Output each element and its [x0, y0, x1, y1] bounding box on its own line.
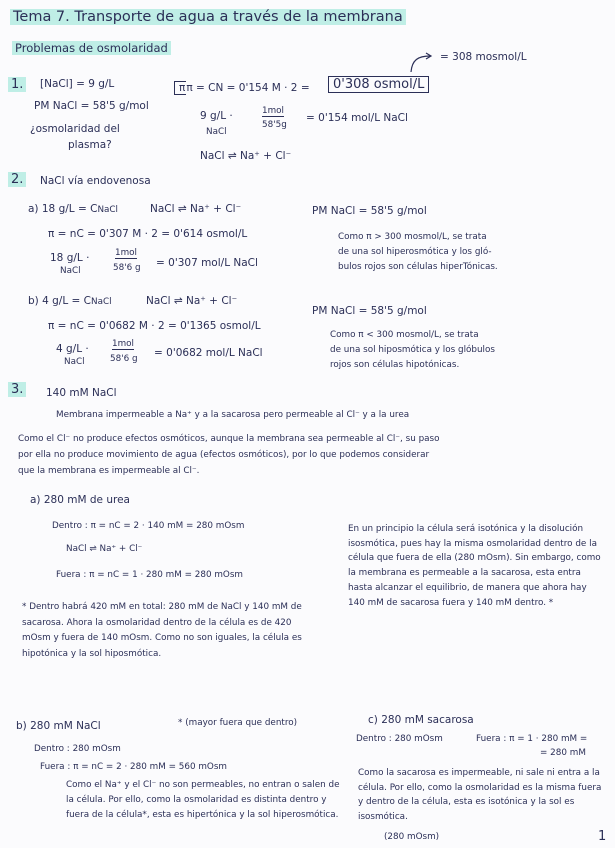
p2a-frac-den: 58'6 g — [113, 263, 141, 273]
p2b-dissociation: NaCl ⇌ Na⁺ + Cl⁻ — [146, 295, 238, 307]
p3a-dentro: Dentro : π = nC = 2 · 140 mM = 280 mOsm — [52, 521, 245, 531]
p1-calc-a: 9 g/L · — [200, 110, 233, 122]
p3a-fuera: Fuera : π = nC = 1 · 280 mM = 280 mOsm — [56, 570, 243, 580]
p3c-fuera: Fuera : π = 1 · 280 mM = — [476, 734, 588, 744]
p3-intro-1: Membrana impermeable a Na⁺ y a la sacarosa pero permeable al Cl⁻ y a la urea — [56, 410, 410, 420]
p1-calc-frac-num: 1mol — [262, 106, 284, 116]
p3a-explanation: En un principio la célula será isotónica y la disolución isosmótica, pues hay la misma osmolaridad dentro de la célula que fuera de ella (280 mOsm). Sin embargo, como la membrana es permeable a la sacarosa, esta entra hasta alcanzar el equilibrio, de manera que ahora hay 140 mM de sacarosa fuera y 140 mM dentro. * — [348, 524, 601, 608]
p2a-pm: PM NaCl = 58'5 g/mol — [312, 205, 427, 217]
p1-question-1: ¿osmolaridad del — [30, 123, 120, 135]
p2b-note-3: rojos son células hipotónicas. — [330, 360, 460, 370]
p1-formula: ππ = CN = 0'154 M · 2 = — [174, 82, 310, 95]
p3c-fuera-result: = 280 mM — [540, 748, 586, 758]
p2a-note-1: Como π > 300 mosmol/L, se trata — [338, 232, 487, 242]
p1-dissociation: NaCl ⇌ Na⁺ + Cl⁻ — [200, 150, 292, 162]
p1-calc-under: NaCl — [206, 127, 227, 137]
p2b-calc-b: = 0'0682 mol/L NaCl — [154, 347, 263, 359]
p3b-header: b) 280 mM NaCl — [16, 720, 101, 732]
p2b-note-1: Como π < 300 mosmol/L, se trata — [330, 330, 479, 340]
p3a-header: a) 280 mM de urea — [30, 494, 130, 506]
p3c-dentro: Dentro : 280 mOsm — [356, 734, 443, 744]
problem-2-number: 2. — [8, 173, 26, 186]
p2a-calc-under: NaCl — [60, 266, 81, 276]
page-title: Tema 7. Transporte de agua a través de la membrana — [10, 8, 406, 26]
p3-header: 140 mM NaCl — [46, 387, 117, 399]
p3-intro-2: Como el Cl⁻ no produce efectos osmóticos, aunque la membrana sea permeable al Cl⁻, su paso — [18, 434, 440, 444]
page-subtitle: Problemas de osmolaridad — [12, 42, 171, 55]
p3c-osmolarity: (280 mOsm) — [384, 832, 440, 842]
p2b-label: b) 4 g/L = CNaCl — [28, 295, 112, 307]
top-note: = 308 mosmol/L — [440, 51, 527, 63]
p2b-calc-a: 4 g/L · — [56, 343, 89, 355]
p3b-fuera: Fuera : π = nC = 2 · 280 mM = 560 mOsm — [40, 762, 227, 772]
p2b-pi: π = nC = 0'0682 M · 2 = 0'1365 osmol/L — [48, 320, 261, 332]
p3-intro-4: que la membrana es impermeable al Cl⁻. — [18, 466, 200, 476]
problem-3-number: 3. — [8, 383, 26, 396]
p2a-calc-a: 18 g/L · — [50, 252, 90, 264]
p3b-dentro: Dentro : 280 mOsm — [34, 744, 121, 754]
p2b-frac-den: 58'6 g — [110, 354, 138, 364]
page-number: 1 — [598, 829, 607, 844]
p2-header: NaCl vía endovenosa — [40, 175, 151, 187]
p2a-calc-b: = 0'307 mol/L NaCl — [156, 257, 258, 269]
p3a-dissociation: NaCl ⇌ Na⁺ + Cl⁻ — [66, 544, 143, 554]
problem-1-number: 1. — [8, 78, 26, 91]
p3c-header: c) 280 mM sacarosa — [368, 714, 474, 726]
p2a-note-2: de una sol hiperosmótica y los gló- — [338, 247, 492, 257]
p1-result: 0'308 osmol/L — [328, 78, 429, 91]
p1-data-pm: PM NaCl = 58'5 g/mol — [34, 100, 149, 112]
p2a-pi: π = nC = 0'307 M · 2 = 0'614 osmol/L — [48, 228, 248, 240]
p3c-explanation: Como la sacarosa es impermeable, ni sale ni entra a la célula. Por ello, como la osmolaridad es la misma fuera y dentro de la célula, esta es isotónica y la sol es isosmótica. — [358, 768, 602, 822]
arrow-icon — [408, 50, 438, 75]
p2b-note-2: de una sol hiposmótica y los glóbulos — [330, 345, 495, 355]
p3a-footnote: * Dentro habrá 420 mM en total: 280 mM de NaCl y 140 mM de sacarosa. Ahora la osmolaridad dentro de la célula es de 420 mOsm y fuera de 140 mOsm. Como no son iguales, la célula es hipotónica y la sol hiposmótica. — [22, 602, 302, 659]
p2b-frac-num: 1mol — [112, 339, 134, 349]
p2a-label: a) 18 g/L = CNaCl — [28, 203, 118, 215]
p1-calc-b: = 0'154 mol/L NaCl — [306, 112, 408, 124]
p3b-explanation: Como el Na⁺ y el Cl⁻ no son permeables, no entran o salen de la célula. Por ello, como la osmolaridad es distinta dentro y fuera de la célula*, esta es hipertónica y la sol hiperosmótica. — [66, 780, 340, 820]
p3-intro-3: por ella no produce movimiento de agua (efectos osmóticos), por lo que podemos considerar — [18, 450, 430, 460]
p1-question-2: plasma? — [68, 139, 112, 151]
p2a-note-3: bulos rojos son células hiperTónicas. — [338, 262, 498, 272]
p2b-pm: PM NaCl = 58'5 g/mol — [312, 305, 427, 317]
p1-calc-frac-den: 58'5g — [262, 120, 287, 130]
p2b-calc-under: NaCl — [64, 357, 85, 367]
p1-data-conc: [NaCl] = 9 g/L — [40, 78, 115, 90]
p2a-dissociation: NaCl ⇌ Na⁺ + Cl⁻ — [150, 203, 242, 215]
p2a-frac-num: 1mol — [115, 248, 137, 258]
p3b-note: * (mayor fuera que dentro) — [178, 718, 298, 728]
